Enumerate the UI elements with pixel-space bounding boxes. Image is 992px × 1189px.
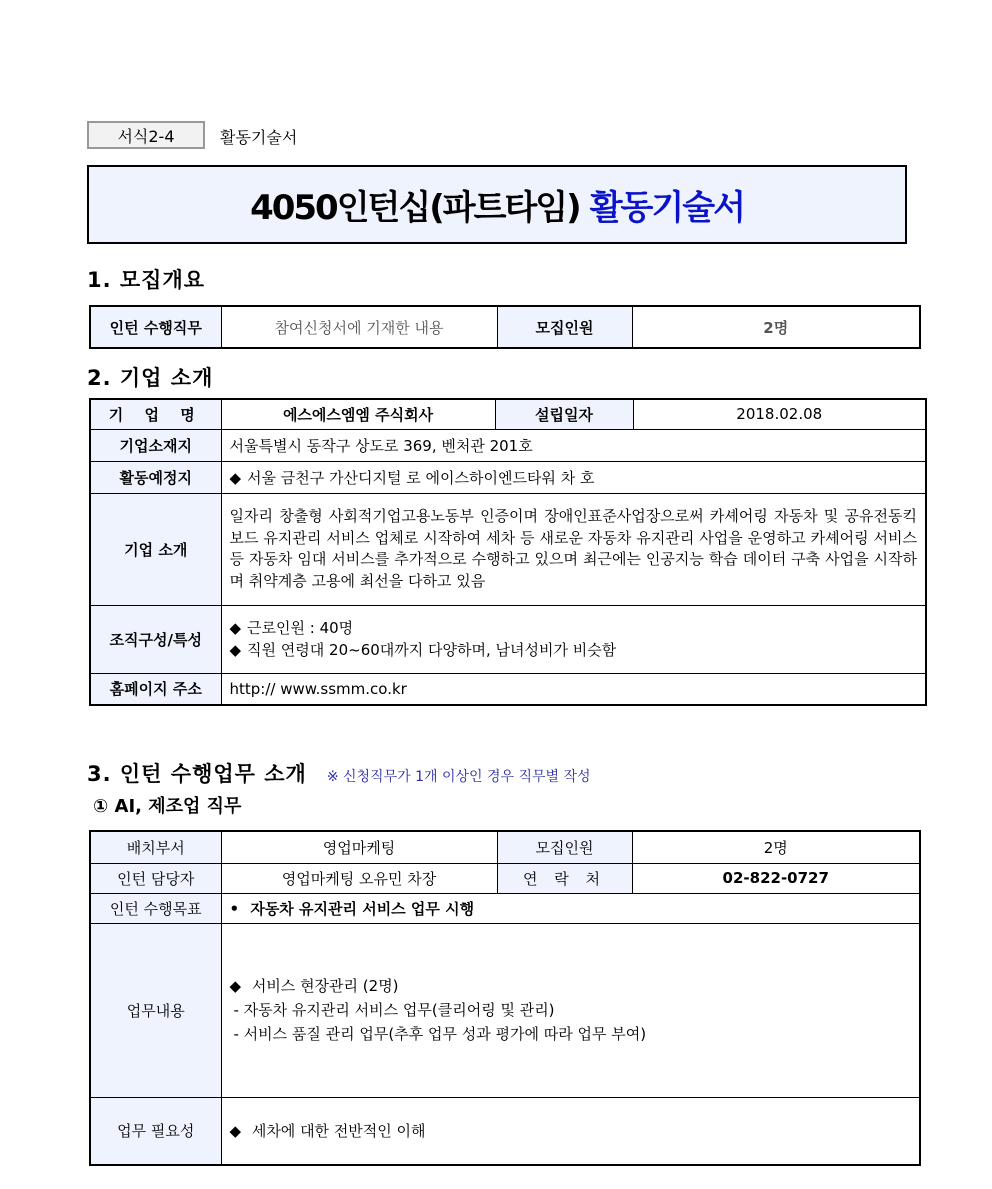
page-title [87, 165, 907, 244]
section1-heading: 1. 모집개요 [87, 268, 206, 292]
section3-subheading: ① AI, 제조업 직무 [93, 796, 242, 817]
activity-place-value: 서울 금천구 가산디지털 로 에이스하이엔드타워 차 호 [247, 468, 595, 487]
founded-label: 설립일자 [495, 399, 633, 429]
location-value: 서울특별시 동작구 상도로 369, 벤처관 201호 [221, 429, 926, 461]
work-list [221, 923, 920, 1097]
contact-label: 연 락 처 [497, 863, 632, 893]
diamond-bullet-icon: ◆ [229, 619, 242, 637]
work-main: ◆ 서비스 현장관리 (2명) [230, 974, 912, 998]
org-item: ◆ 근로인원 : 40명 [229, 619, 354, 637]
title-main: 4050인턴십(파트타임) [250, 188, 580, 228]
count-value: 2명 [632, 306, 920, 348]
work-item: - 자동차 유지관리 서비스 업무(클리어링 및 관리) [233, 1001, 555, 1019]
location-label: 기업소재지 [90, 429, 221, 461]
diamond-bullet-icon: ◆ [229, 468, 242, 487]
section2-heading: 2. 기업 소개 [87, 366, 214, 390]
diamond-bullet-icon: ◆ [229, 1122, 242, 1141]
section3-note: ※ 신청직무가 1개 이상인 경우 직무별 작성 [326, 769, 591, 785]
need-value: 세차에 대한 전반적인 이해 [251, 1122, 426, 1141]
count-value: 2명 [632, 831, 920, 863]
intern-job-table [89, 830, 921, 1166]
manager-value: 영업마케팅 오유민 차장 [221, 863, 497, 893]
intro-label: 기업 소개 [90, 493, 221, 605]
need-label: 업무 필요성 [90, 1097, 221, 1165]
dept-label: 배치부서 [90, 831, 221, 863]
goal-label: 인턴 수행목표 [90, 893, 221, 923]
company-table [89, 398, 927, 706]
form-code: 서식2-4 [117, 126, 175, 146]
job-value: 참여신청서에 기재한 내용 [221, 306, 497, 348]
count-label: 모집인원 [497, 306, 632, 348]
org-label: 조직구성/특성 [90, 605, 221, 673]
form-label: 활동기술서 [220, 128, 298, 147]
need-cell [221, 1097, 920, 1165]
org-item: ◆ 직원 연령대 20~60대까지 다양하며, 남녀성비가 비슷함 [229, 641, 617, 659]
job-label: 인턴 수행직무 [90, 306, 221, 348]
recruit-summary-table [89, 305, 921, 349]
homepage-link[interactable]: http:// www.ssmm.co.kr [221, 673, 926, 705]
manager-label: 인턴 담당자 [90, 863, 221, 893]
diamond-bullet-icon: ◆ [229, 977, 242, 995]
company-name: 에스에스엠엠 주식회사 [221, 399, 495, 429]
goal-cell [221, 893, 920, 923]
company-name-label: 기 업 명 [90, 399, 221, 429]
activity-place-cell [221, 461, 926, 493]
form-code-tag [87, 121, 205, 149]
org-list [221, 605, 926, 673]
title-highlight: 활동기술서 [589, 188, 744, 228]
activity-place-label: 활동예정지 [90, 461, 221, 493]
count-label: 모집인원 [497, 831, 632, 863]
intro-value: 일자리 창출형 사회적기업고용노동부 인증이며 장애인표준사업장으로써 카셰어링 자동차 및 공유전동킥보드 유지관리 서비스 업체로 시작하여 세차 등 새로운 자동차 유지관리 사업을 운영하고 카셰어링 서비스 등 자동차 임대 서비스를 추가적으로 수행하고 있으며 최근에는 인공지능 학습 데이터 구축 사업을 시작하며 취약계층 고용에 최선을 다하고 있음 [221, 493, 926, 605]
work-item: - 서비스 품질 관리 업무(추후 업무 성과 평가에 따라 업무 부여) [233, 1025, 647, 1043]
section3-heading: 3. 인턴 수행업무 소개 ※ 신청직무가 1개 이상인 경우 직무별 작성 [87, 762, 591, 786]
dot-bullet-icon: • [229, 899, 240, 918]
dept-value: 영업마케팅 [221, 831, 497, 863]
contact-value: 02-822-0727 [632, 863, 920, 893]
homepage-label: 홈페이지 주소 [90, 673, 221, 705]
work-label: 업무내용 [90, 923, 221, 1097]
diamond-bullet-icon: ◆ [229, 641, 242, 659]
founded-date: 2018.02.08 [633, 399, 926, 429]
goal-value: 자동차 유지관리 서비스 업무 시행 [250, 899, 475, 918]
